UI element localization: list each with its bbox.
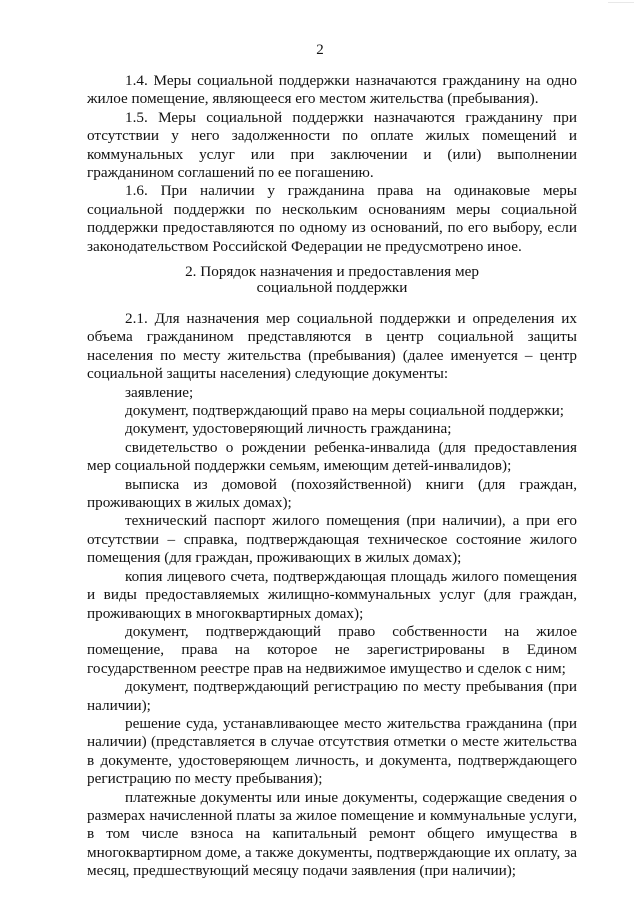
paragraph-1-6: 1.6. При наличии у гражданина права на одинаковые меры социальной поддержки по нескольким основаниям меры социальной поддержки предоставляются по одному из оснований, по его выбору, если законодательством Российской Федерации не предусмотрено иное.: [87, 182, 577, 255]
list-item-technical-passport: технический паспорт жилого помещения (при наличии), а при его отсутствии – справка, подтверждающая техническое состояние жилого помещения (для граждан, проживающих в жилых домах);: [87, 512, 577, 567]
paragraph-2-1: 2.1. Для назначения мер социальной поддержки и определения их объема гражданином представляются в центр социальной защиты населения по месту жительства (пребывания) (далее именуется – центр социальной защиты населения) следующие документы:: [87, 310, 577, 383]
page-number: 2: [316, 42, 324, 58]
paragraph-1-4: 1.4. Меры социальной поддержки назначаются гражданину на одно жилое помещение, являющееся его местом жительства (пребывания).: [87, 72, 577, 108]
list-item-court-decision: решение суда, устанавливающее место жительства гражданина (при наличии) (представляется в случае отсутствия отметки о месте жительства в документе, удостоверяющем личность, и документа, подтверждающего регистрацию по месту пребывания);: [87, 714, 577, 788]
list-item-personal-account-copy: копия лицевого счета, подтверждающая площадь жилого помещения и виды предоставляемых жилищно-коммунальных услуг (для граждан, проживающих в многоквартирных домах);: [87, 567, 577, 622]
list-item-identity-document: документ, удостоверяющий личность гражданина;: [125, 420, 452, 438]
list-item-entitlement-document: документ, подтверждающий право на меры социальной поддержки;: [125, 402, 565, 420]
section-2-heading: [87, 264, 577, 296]
heading-line-1: 2. Порядок назначения и предоставления мер: [185, 263, 479, 280]
list-item-birth-certificate: свидетельство о рождении ребенка-инвалида (для предоставления мер социальной поддержки семьям, имеющим детей-инвалидов);: [87, 438, 577, 475]
section-2-body: [87, 310, 577, 881]
list-item-registration-document: документ, подтверждающий регистрацию по месту пребывания (при наличии);: [87, 678, 577, 714]
heading-line-2: социальной поддержки: [256, 279, 408, 296]
paragraph-1-5: 1.5. Меры социальной поддержки назначаются гражданину при отсутствии у него задолженности по оплате жилых помещений и коммунальных услуг или при заключении и (или) выполнении гражданином соглашений по ее погашению.: [87, 108, 577, 182]
list-item-application: заявление;: [125, 383, 194, 401]
list-item-payment-documents: платежные документы или иные документы, содержащие сведения о размерах начисленной платы за жилое помещение и коммунальные услуги, в том числе взноса на капитальный ремонт общего имущества в многоквартирном доме, а также документы, подтверждающие их оплату, за месяц, предшествующий месяцу подачи заявления (при наличии);: [87, 788, 577, 880]
list-item-ownership-document: документ, подтверждающий право собственности на жилое помещение, права на которое не зарегистрированы в Едином государственном реестре прав на недвижимое имущество и сделок с ним;: [87, 622, 577, 677]
scan-mark: [608, 2, 634, 9]
list-item-house-book-extract: выписка из домовой (похозяйственной) книги (для граждан, проживающих в жилых домах);: [87, 475, 577, 512]
section-1-body: [87, 72, 577, 256]
